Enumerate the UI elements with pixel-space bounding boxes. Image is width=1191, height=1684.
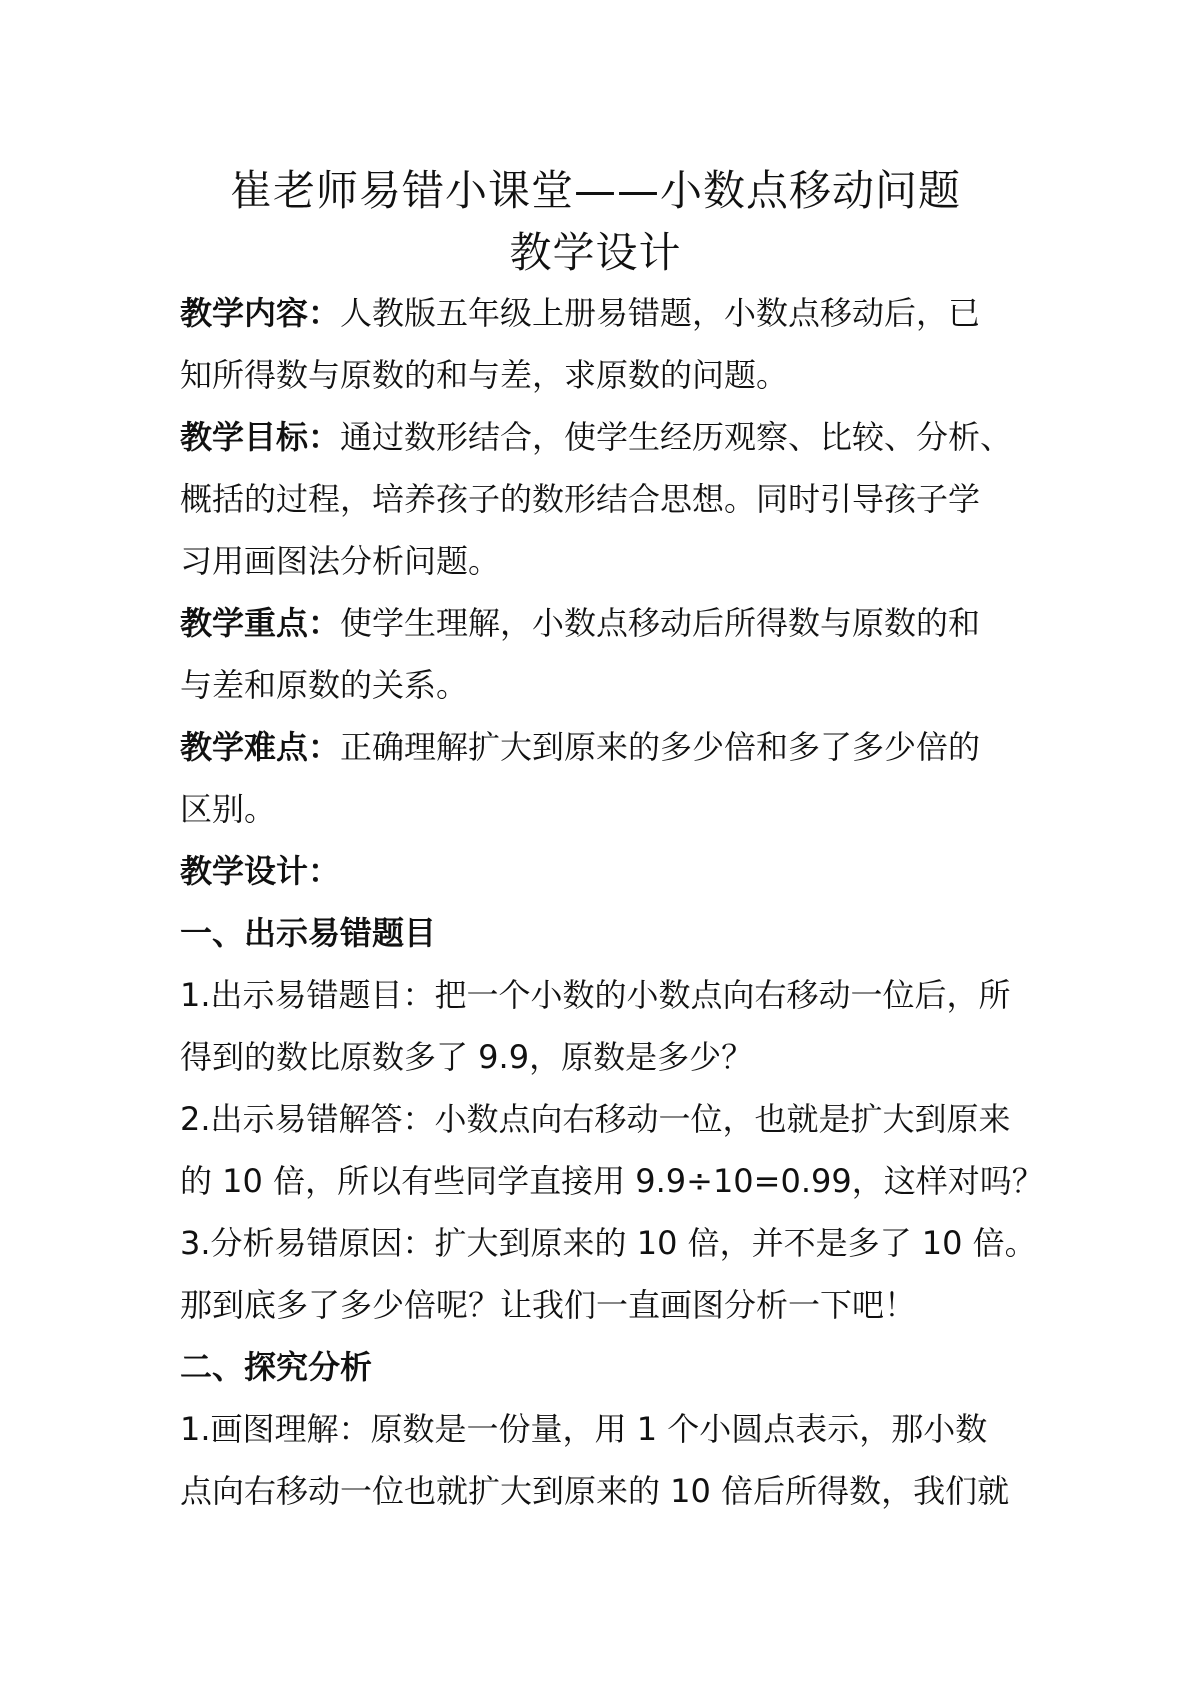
teaching-key-point-text: 使学生理解，小数点移动后所得数与原数的和 <box>340 604 981 642</box>
teaching-difficulty <box>180 716 1030 840</box>
section-2-item-1 <box>180 1398 1030 1522</box>
teaching-objective-text: 概括的过程，培养孩子的数形结合思想。同时引导孩子学 <box>180 480 981 518</box>
title-line-1: 崔老师易错小课堂——小数点移动问题 <box>229 166 961 215</box>
section-2-item-1-line-2: 点向右移动一位也就扩大到原来的 10 倍后所得数，我们就 <box>180 1472 1010 1510</box>
section-2-heading: 二、探究分析 <box>180 1348 373 1386</box>
teaching-objective-text: 通过数形结合，使学生经历观察、比较、分析、 <box>340 418 1013 456</box>
teaching-objective-label: 教学目标： <box>180 418 341 456</box>
section-1-item-2-line-1: 2.出示易错解答：小数点向右移动一位，也就是扩大到原来 <box>180 1100 1011 1138</box>
teaching-difficulty-text: 正确理解扩大到原来的多少倍和多了多少倍的 <box>340 728 981 766</box>
section-1-heading: 一、出示易错题目 <box>180 914 437 952</box>
document-body <box>180 282 1044 1522</box>
section-1-item-3-line-2: 那到底多了多少倍呢？让我们一直画图分析一下吧！ <box>180 1286 917 1324</box>
teaching-content <box>180 282 1030 406</box>
section-1-item-2 <box>180 1088 1044 1212</box>
teaching-key-point-label: 教学重点： <box>180 604 341 642</box>
teaching-content-text: 知所得数与原数的和与差，求原数的问题。 <box>180 356 789 394</box>
teaching-key-point-text: 与差和原数的关系。 <box>180 666 469 704</box>
section-1-item-2-line-2: 的 10 倍，所以有些同学直接用 9.9÷10=0.99，这样对吗？ <box>180 1162 1044 1200</box>
section-2-item-1-line-1: 1.画图理解：原数是一份量，用 1 个小圆点表示，那小数 <box>180 1410 988 1448</box>
teaching-difficulty-text: 区别。 <box>180 790 277 828</box>
teaching-difficulty-label: 教学难点： <box>180 728 341 766</box>
title-line-2: 教学设计 <box>509 228 682 277</box>
teaching-design-heading: 教学设计： <box>180 852 341 890</box>
teaching-objective-text: 习用画图法分析问题。 <box>180 542 501 580</box>
section-1-item-3 <box>180 1212 1037 1336</box>
section-1-item-3-line-1: 3.分析易错原因：扩大到原来的 10 倍，并不是多了 10 倍。 <box>180 1224 1037 1262</box>
teaching-content-label: 教学内容： <box>180 294 341 332</box>
teaching-key-point <box>180 592 1030 716</box>
section-1-item-1-line-1: 1.出示易错题目：把一个小数的小数点向右移动一位后，所 <box>180 976 1011 1014</box>
teaching-objective <box>180 406 1030 592</box>
section-1-item-1-line-2: 得到的数比原数多了 9.9，原数是多少？ <box>180 1038 754 1076</box>
document-title <box>0 160 1191 284</box>
section-1-item-1 <box>180 964 1030 1088</box>
teaching-content-text: 人教版五年级上册易错题，小数点移动后，已 <box>340 294 981 332</box>
